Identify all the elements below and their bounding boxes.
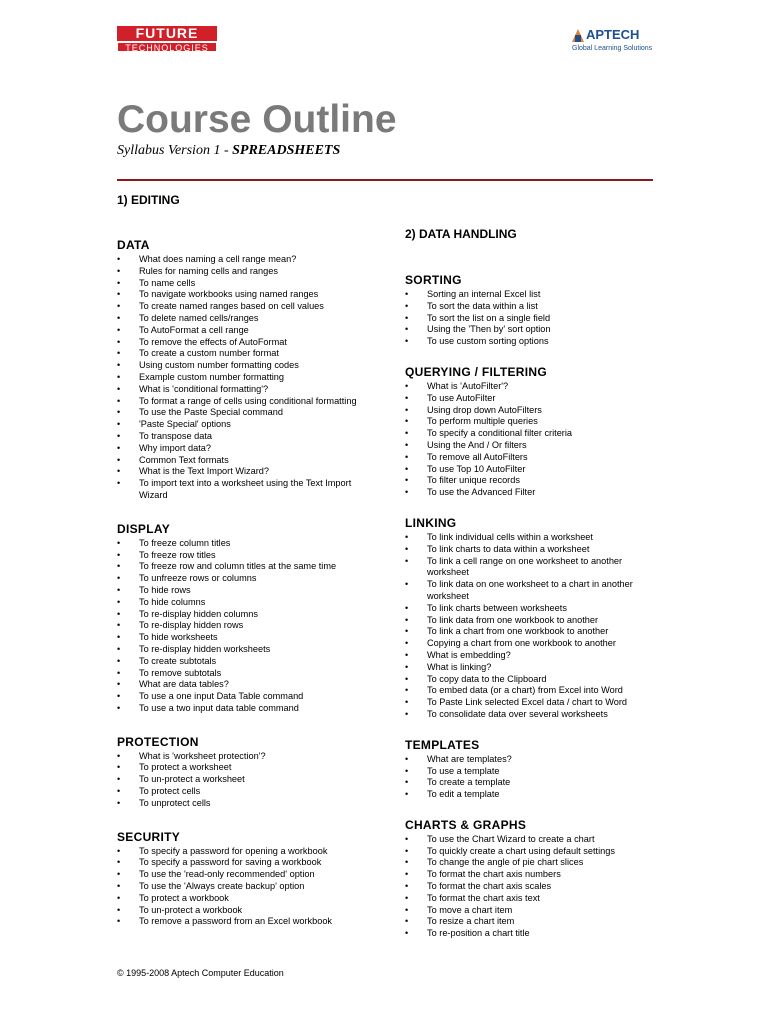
list-item: • To remove all AutoFilters: [405, 452, 660, 464]
list-item: • What is 'AutoFilter'?: [405, 381, 660, 393]
list-item: • To AutoFormat a cell range: [117, 325, 372, 337]
list-item: • To use the 'read-only recommended' option: [117, 869, 372, 881]
list-item: • To edit a template: [405, 789, 660, 801]
list-item: • To create subtotals: [117, 656, 372, 668]
list-item: • To remove a password from an Excel workbook: [117, 916, 372, 928]
section-heading: DATA: [117, 238, 150, 252]
bullet-list: [405, 381, 660, 499]
list-item: • To specify a password for saving a workbook: [117, 857, 372, 869]
list-item: • To create a template: [405, 777, 660, 789]
future-technologies-logo: [117, 26, 217, 52]
list-item: • To unfreeze rows or columns: [117, 573, 372, 585]
list-item: • To link charts between worksheets: [405, 603, 660, 615]
list-item: • To protect a worksheet: [117, 762, 372, 774]
section-heading: PROTECTION: [117, 734, 199, 749]
list-item: • What are templates?: [405, 754, 660, 766]
right-column: [405, 273, 660, 957]
list-item: • To copy data to the Clipboard: [405, 674, 660, 686]
list-item: • To re-position a chart title: [405, 928, 660, 940]
list-item: • To use a two input data table command: [117, 703, 372, 715]
list-item: • To use AutoFilter: [405, 393, 660, 405]
list-item: • Using custom number formatting codes: [117, 360, 372, 372]
subtitle-prefix: Syllabus Version 1 -: [117, 143, 233, 158]
bullet-list: [405, 754, 660, 801]
section-heading: SORTING: [405, 273, 462, 287]
section-protection: [117, 735, 372, 810]
bullet-list: [117, 751, 372, 810]
list-item: • To protect a workbook: [117, 893, 372, 905]
list-item: • To create a custom number format: [117, 348, 372, 360]
list-item: • To navigate workbooks using named ranges: [117, 289, 372, 301]
list-item: • To consolidate data over several worksheets: [405, 709, 660, 721]
list-item: • Using the And / Or filters: [405, 440, 660, 452]
list-item: • To use the Paste Special command: [117, 407, 372, 419]
list-item: • Copying a chart from one workbook to another: [405, 638, 660, 650]
list-item: • 'Paste Special' options: [117, 419, 372, 431]
list-item: • To freeze row and column titles at the same time: [117, 561, 372, 573]
list-item: • To format the chart axis text: [405, 893, 660, 905]
list-item: • To Paste Link selected Excel data / chart to Word: [405, 697, 660, 709]
list-item: • What is 'worksheet protection'?: [117, 751, 372, 763]
list-item: • Common Text formats: [117, 455, 372, 467]
bullet-list: [117, 846, 372, 929]
section-querying-filtering: [405, 365, 660, 499]
list-item: • To hide columns: [117, 597, 372, 609]
section-heading-data-handling: 2) DATA HANDLING: [405, 227, 517, 241]
aptech-logo-tagline: Global Learning Solutions: [572, 45, 653, 52]
list-item: • To specify a password for opening a workbook: [117, 846, 372, 858]
bullet-list: [117, 254, 372, 502]
list-item: • To link data on one worksheet to a chart in another worksheet: [405, 579, 660, 603]
section-sorting: [405, 273, 660, 348]
list-item: • Why import data?: [117, 443, 372, 455]
list-item: • What does naming a cell range mean?: [117, 254, 372, 266]
section-heading: DISPLAY: [117, 521, 171, 536]
section-heading: QUERYING / FILTERING: [405, 364, 548, 379]
list-item: • To hide worksheets: [117, 632, 372, 644]
list-item: • To move a chart item: [405, 905, 660, 917]
section-data: [117, 238, 372, 502]
list-item: • To use a template: [405, 766, 660, 778]
page-title: Course Outline: [117, 98, 397, 141]
section-heading-editing: 1) EDITING: [117, 193, 180, 207]
list-item: • To un-protect a worksheet: [117, 774, 372, 786]
list-item: • To freeze row titles: [117, 550, 372, 562]
list-item: • To unprotect cells: [117, 798, 372, 810]
list-item: • To freeze column titles: [117, 538, 372, 550]
list-item: • To format a range of cells using conditional formatting: [117, 396, 372, 408]
list-item: • Example custom number formatting: [117, 372, 372, 384]
title-divider: [117, 179, 653, 181]
list-item: • To name cells: [117, 278, 372, 290]
list-item: • To format the chart axis numbers: [405, 869, 660, 881]
list-item: • To create named ranges based on cell values: [117, 301, 372, 313]
list-item: • To change the angle of pie chart slices: [405, 857, 660, 869]
list-item: • To link a cell range on one worksheet to another worksheet: [405, 556, 660, 580]
section-linking: [405, 516, 660, 721]
future-logo-subtext: TECHNOLOGIES: [117, 42, 217, 52]
list-item: • To re-display hidden rows: [117, 620, 372, 632]
list-item: • To perform multiple queries: [405, 416, 660, 428]
list-item: • Rules for naming cells and ranges: [117, 266, 372, 278]
list-item: • To quickly create a chart using default settings: [405, 846, 660, 858]
section-heading: TEMPLATES: [405, 737, 480, 752]
list-item: • To specify a conditional filter criteria: [405, 428, 660, 440]
list-item: • To link individual cells within a worksheet: [405, 532, 660, 544]
list-item: • To link a chart from one workbook to another: [405, 626, 660, 638]
list-item: • To use the Advanced Filter: [405, 487, 660, 499]
list-item: • To format the chart axis scales: [405, 881, 660, 893]
left-column: [117, 238, 372, 948]
list-item: • To delete named cells/ranges: [117, 313, 372, 325]
list-item: • To import text into a worksheet using the Text Import Wizard: [117, 478, 372, 502]
list-item: • What are data tables?: [117, 679, 372, 691]
aptech-logo-icon: [572, 29, 584, 42]
list-item: • Using the 'Then by' sort option: [405, 324, 660, 336]
list-item: • To embed data (or a chart) from Excel into Word: [405, 685, 660, 697]
list-item: • To filter unique records: [405, 475, 660, 487]
section-charts-graphs: [405, 818, 660, 940]
list-item: • To link charts to data within a worksheet: [405, 544, 660, 556]
list-item: • To link data from one workbook to another: [405, 615, 660, 627]
footer-copyright: © 1995-2008 Aptech Computer Education: [117, 968, 284, 978]
list-item: • To remove subtotals: [117, 668, 372, 680]
section-heading: LINKING: [405, 515, 457, 530]
bullet-list: [405, 834, 660, 940]
bullet-list: [405, 532, 660, 721]
section-templates: [405, 738, 660, 801]
list-item: • What is 'conditional formatting'?: [117, 384, 372, 396]
list-item: • To use custom sorting options: [405, 336, 660, 348]
bullet-list: [117, 538, 372, 715]
section-heading: CHARTS & GRAPHS: [405, 817, 527, 832]
list-item: • What is linking?: [405, 662, 660, 674]
list-item: • To sort the list on a single field: [405, 313, 660, 325]
list-item: • To re-display hidden columns: [117, 609, 372, 621]
list-item: • To use the 'Always create backup' option: [117, 881, 372, 893]
section-display: [117, 522, 372, 715]
list-item: • To use a one input Data Table command: [117, 691, 372, 703]
list-item: • To sort the data within a list: [405, 301, 660, 313]
aptech-logo: [572, 28, 654, 53]
list-item: • To protect cells: [117, 786, 372, 798]
subtitle-emphasis: SPREADSHEETS: [232, 143, 341, 158]
list-item: • To remove the effects of AutoFormat: [117, 337, 372, 349]
list-item: • To resize a chart item: [405, 916, 660, 928]
list-item: • Sorting an internal Excel list: [405, 289, 660, 301]
list-item: • To un-protect a workbook: [117, 905, 372, 917]
aptech-logo-name: APTECH: [586, 27, 640, 42]
list-item: • Using drop down AutoFilters: [405, 405, 660, 417]
list-item: • To use the Chart Wizard to create a chart: [405, 834, 660, 846]
section-heading: SECURITY: [117, 829, 181, 844]
list-item: • To transpose data: [117, 431, 372, 443]
list-item: • To re-display hidden worksheets: [117, 644, 372, 656]
list-item: • To hide rows: [117, 585, 372, 597]
bullet-list: [405, 289, 660, 348]
page-subtitle: [117, 143, 340, 159]
list-item: • What is embedding?: [405, 650, 660, 662]
list-item: • What is the Text Import Wizard?: [117, 466, 372, 478]
aptech-brand: [572, 28, 654, 42]
list-item: • To use Top 10 AutoFilter: [405, 464, 660, 476]
future-logo-text: FUTURE: [117, 26, 217, 41]
section-security: [117, 830, 372, 929]
